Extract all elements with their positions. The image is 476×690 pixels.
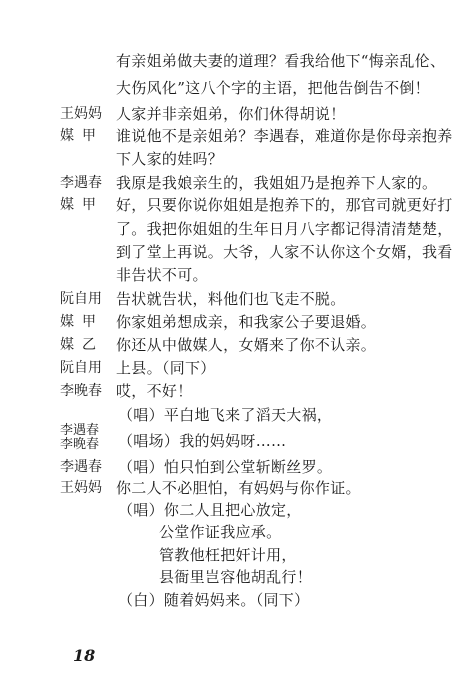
- line-text: 到了堂上再说。大爷，人家不认你这个女婿，我看: [116, 243, 453, 261]
- script-line: [0, 172, 476, 194]
- script-line: [0, 125, 476, 147]
- script-line: [0, 103, 476, 125]
- speaker-name: 媒甲: [60, 197, 104, 213]
- line-text: （唱）你二人且把心放定，: [118, 501, 302, 519]
- line-text: （白）随着妈妈来。（同下）: [118, 591, 310, 609]
- script-line: [0, 566, 476, 588]
- line-text: 大伤风化”这八个字的主语，把他告倒告不倒！: [116, 79, 430, 97]
- script-line: [0, 218, 476, 240]
- script-line: [0, 241, 476, 263]
- line-text: 非告状不可。: [116, 266, 208, 284]
- speaker-name: 媒甲: [60, 314, 104, 330]
- script-line: [0, 148, 476, 170]
- script-line: [0, 264, 476, 286]
- line-text: 上县。（同下）: [116, 359, 216, 377]
- script-line: [0, 288, 476, 310]
- line-text: 管教他枉把奸计用，: [159, 546, 297, 564]
- line-text: 你二人不必胆怕，有妈妈与你作证。: [116, 479, 361, 497]
- script-line: [0, 424, 476, 454]
- script-line: [0, 334, 476, 356]
- script-line: [0, 357, 476, 379]
- script-line: [0, 521, 476, 543]
- line-text: （唱场）我的妈妈呀……: [118, 432, 287, 450]
- line-text: 告状就告状，料他们也飞走不脱。: [116, 290, 346, 308]
- line-text: 你家姐弟想成亲，和我家公子要退婚。: [116, 313, 377, 331]
- speaker-name: 李晚春: [60, 383, 102, 399]
- script-line: [0, 311, 476, 333]
- page-number: 18: [73, 646, 96, 665]
- line-text: （唱）平白地飞来了滔天大祸，: [118, 406, 333, 424]
- script-line: [0, 194, 476, 216]
- speaker-name: 媒乙: [60, 337, 104, 353]
- line-text: （唱）怕只怕到公堂斩断丝罗。: [118, 458, 333, 476]
- line-text: 下人家的娃吗？: [116, 150, 224, 168]
- line-text: 好，只要你说你姐姐是抱养下的，那官司就更好打: [116, 196, 453, 214]
- script-line: [0, 477, 476, 499]
- script-line: [0, 77, 476, 99]
- script-line: [0, 544, 476, 566]
- line-text: 有亲姐弟做夫妻的道理？看我给他下“悔亲乱伦、: [116, 52, 446, 70]
- line-text: 你还从中做媒人，女婿来了你不认亲。: [116, 336, 377, 354]
- speaker-name: 李晚春: [60, 437, 100, 452]
- speaker-name: 阮自用: [60, 291, 102, 307]
- line-text: 我原是我娘亲生的，我姐姐乃是抱养下人家的。: [116, 174, 438, 192]
- speaker-name-pair: [60, 424, 99, 452]
- line-text: 县衙里岂容他胡乱行！: [159, 568, 313, 586]
- script-line: [0, 50, 476, 72]
- script-line: [0, 499, 476, 521]
- speaker-name: 媒甲: [60, 128, 104, 144]
- speaker-name: 王妈妈: [60, 480, 102, 496]
- speaker-name: 李遇春: [60, 175, 102, 191]
- line-text: 公堂作证我应承。: [159, 523, 282, 541]
- speaker-name: 王妈妈: [60, 106, 102, 122]
- speaker-name: 阮自用: [60, 360, 102, 376]
- line-text: 了。我把你姐姐的生年日月八字都记得清清楚楚，: [116, 220, 453, 238]
- script-line: [0, 589, 476, 611]
- line-text: 谁说他不是亲姐弟？李遇春，难道你是你母亲抱养: [116, 127, 453, 145]
- line-text: 人家并非亲姐弟，你们休得胡说！: [116, 105, 346, 123]
- line-text: 哎，不好！: [116, 382, 193, 400]
- speaker-name: 李遇春: [60, 459, 102, 475]
- script-line: [0, 456, 476, 478]
- script-line: [0, 380, 476, 402]
- speaker-name: 李遇春: [60, 423, 100, 438]
